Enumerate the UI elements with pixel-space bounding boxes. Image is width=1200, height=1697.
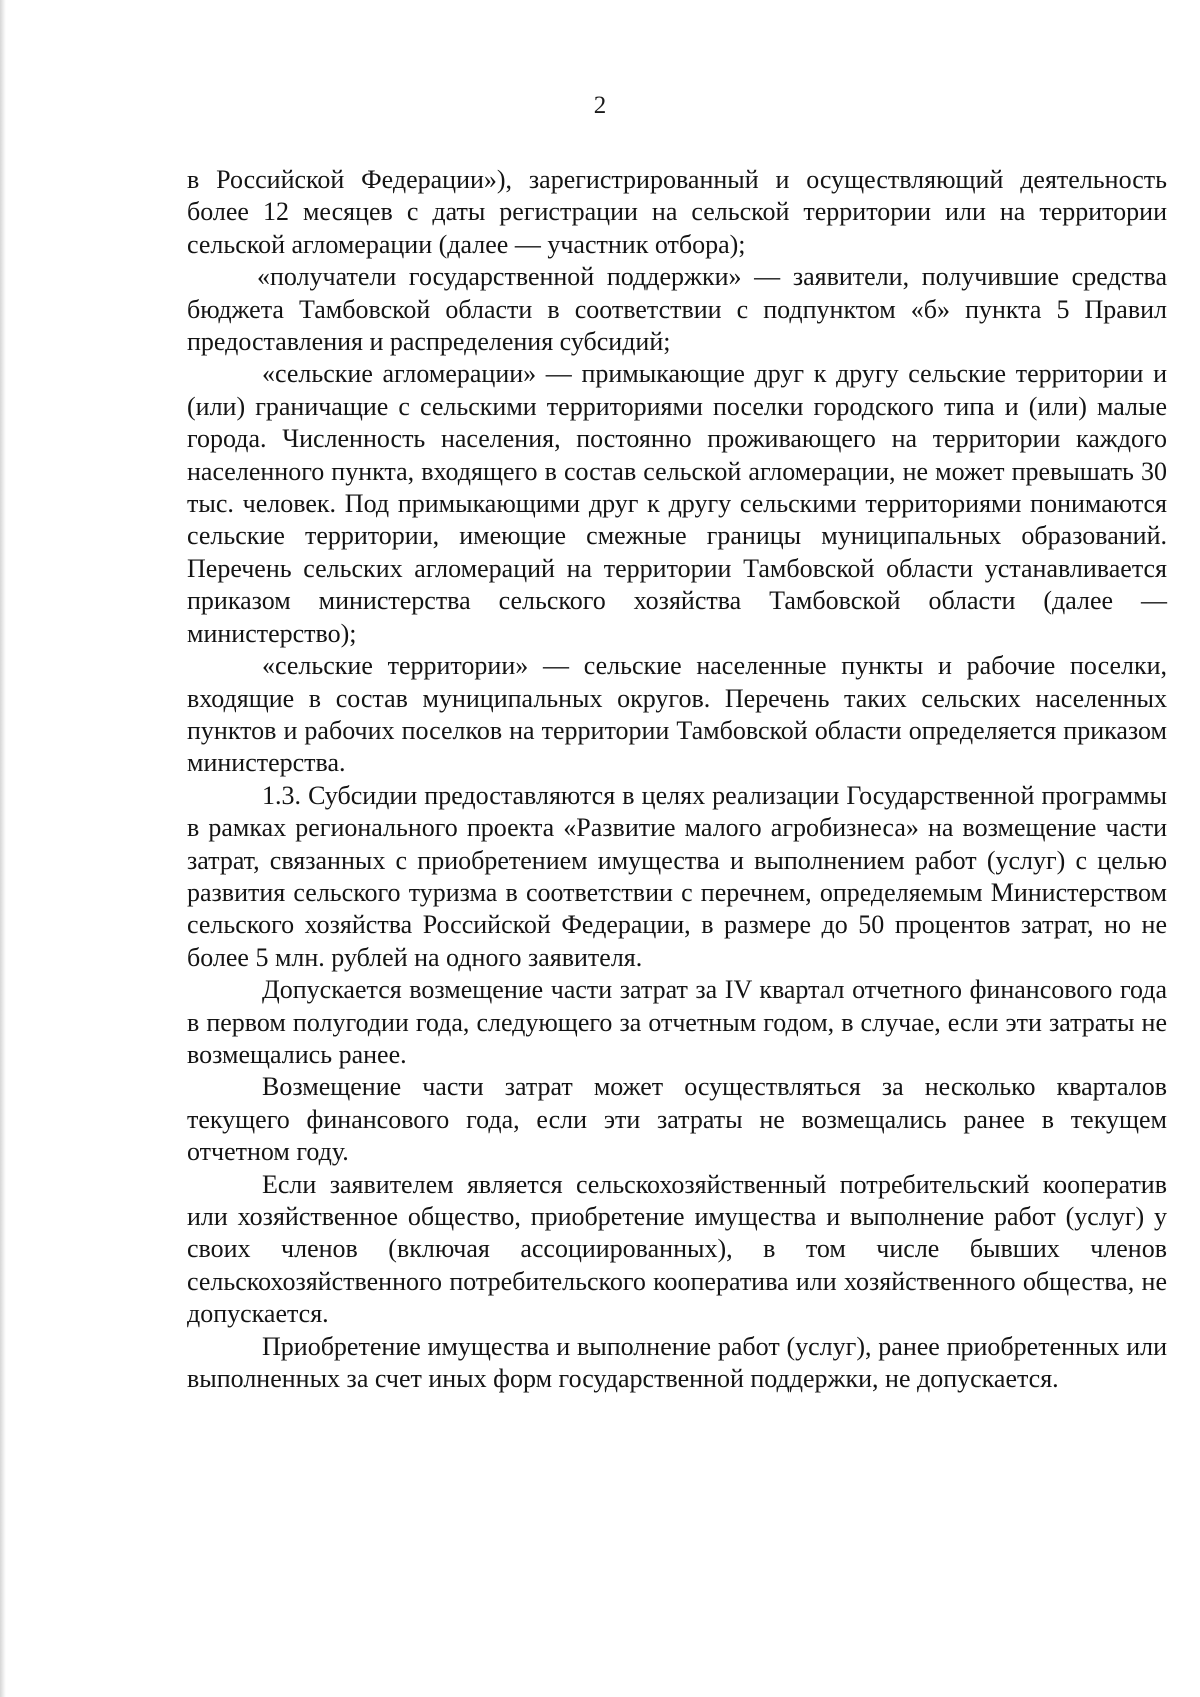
scan-edge-shadow [0,0,6,1697]
paragraph-definition-agglomerations: «сельские агломерации» — примыкающие друг к другу сельские территории и (или) граничащие с сельскими территориями поселки городского типа и (или) малые города. Численность населения, постоянно проживающего на территории каждого населенного пункта, входящего в состав сельской агломерации, не может превышать 30 тыс. человек. Под примыкающими друг к другу сельскими территориями понимаются сельские территории, имеющие смежные границы муниципальных образований. Перечень сельских агломераций на территории Тамбовской области устанавливается приказом министерства сельского хозяйства Тамбовской области (далее — министерство); [187,359,1167,648]
paragraph-continuation: в Российской Федерации»), зарегистрированный и осуществляющий деятельность более 12 месяцев с даты регистрации на сельской территории или на территории сельской агломерации (далее — участник отбора); [187,165,1167,259]
page-number: 2 [593,92,607,119]
paragraph-quarterly-reimbursement: Возмещение части затрат может осуществляться за несколько кварталов текущего финансового года, если эти затраты не возмещались ранее в текущем отчетном году. [187,1072,1167,1167]
paragraph-cooperative-restriction: Если заявителем является сельскохозяйственный потребительский кооператив или хозяйственное общество, приобретение имущества и выполнение работ (услуг) у своих членов (включая ассоциированных), в том числе бывших членов сельскохозяйственного потребительского кооператива или хозяйственного общества, не допускается. [187,1169,1167,1329]
paragraph-other-support-restriction: Приобретение имущества и выполнение работ (услуг), ранее приобретенных или выполненных за счет иных форм государственной поддержки, не допускается. [187,1331,1167,1394]
document-body [187,164,1167,1395]
paragraph-definition-territories: «сельские территории» — сельские населенные пункты и рабочие поселки, входящие в состав муниципальных округов. Перечень таких сельских населенных пунктов и рабочих поселков на территории Тамбовской области определяется приказом министерства. [187,651,1167,778]
paragraph-q4-reimbursement: Допускается возмещение части затрат за IV квартал отчетного финансового года в первом полугодии года, следующего за отчетным годом, в случае, если эти затраты не возмещались ранее. [187,975,1167,1069]
paragraph-section-1-3: 1.3. Субсидии предоставляются в целях реализации Государственной программы в рамках регионального проекта «Развитие малого агробизнеса» на возмещение части затрат, связанных с приобретением имущества и выполнением работ (услуг) с целью развития сельского туризма в соответствии с перечнем, определяемым Министерством сельского хозяйства Российской Федерации, в размере до 50 процентов затрат, но не более 5 млн. рублей на одного заявителя. [187,780,1167,972]
paragraph-definition-recipients: «получатели государственной поддержки» — заявители, получившие средства бюджета Тамбовской области в соответствии с подпунктом «б» пункта 5 Правил предоставления и распределения субсидий; [187,262,1167,357]
